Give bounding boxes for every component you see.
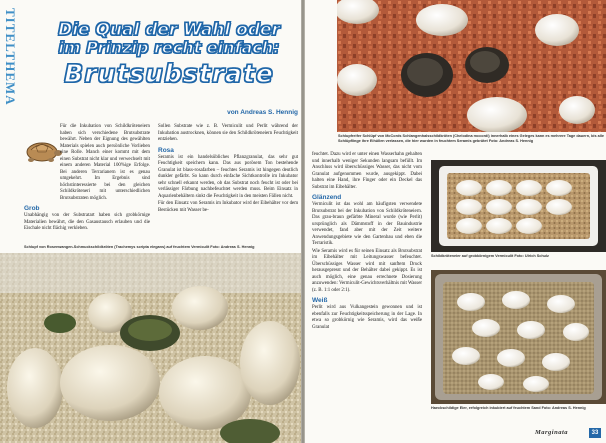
paragraph-rosa-2: Für den Einsatz von Seramis im Inkubator wird der Eibehälter vor dem Bestücken mit Wasser be- [158, 201, 298, 213]
photo-turtle-hatchlings-seramis-image [337, 0, 606, 132]
photo-eggs-vermiculit [431, 160, 606, 252]
left-page [0, 0, 301, 443]
text-column-1 [24, 124, 150, 234]
paragraph-grob: Unabhängig von der Substratart haben sich grobkörnige Materialien bewährt, die den Gasaustausch erlauben und die Eischale nicht flächig verkleben. [24, 213, 150, 231]
text-column-2 [158, 124, 298, 215]
photo-turtle-hatchlings-seramis [337, 0, 606, 132]
title-line-2: im Prinzip recht einfach: [58, 37, 280, 57]
photo-hatchling-eggs [0, 253, 301, 443]
heading-grob: Grob [24, 205, 40, 212]
page-number: 33 [589, 428, 601, 438]
caption-hatchlings: Schlupf von Rosenwangen-Schmuckschildkröten (Trachemys scripta elegans) auf feuchtem Vermiculit Foto: Andreas S. Hennig [24, 245, 255, 249]
photo-eggs-sand [431, 270, 606, 404]
heading-weiss: Weiß [312, 297, 328, 304]
author-byline: von Andreas S. Hennig [227, 109, 298, 116]
photo-hatchling-eggs-image [0, 253, 301, 443]
title-line-1: Die Qual der Wahl oder [58, 20, 280, 40]
paragraph-rosa: Seramis ist ein handelsübliches Pflanzgranulat, das sehr gut Feuchtigkeit speichern kann. Das aus porösem Ton bestehende Granulat ist blass-rosafarben – feuchtes Seramis ist hingegen deutlich dunkler gefärbt. So kann durch einfache Sichtkontrolle im Inkubator sehr schnell erkannt werden, ob das Substrat noch feucht ist oder bei verlässiger Färbung nachbefeuchtet werden muss. Beim Einsatz in Aquarienbehältern sinkt die Feuchtigkeit in den meisten Fällen nicht. [158, 154, 298, 199]
title-line-3: Brutsubstrate [64, 58, 274, 88]
text-column-3 [312, 152, 422, 332]
intro-paragraph: Für die Inkubation von Schildkröteneiern haben sich verschiedene Brutsubstrate bewährt. Neben der Eignung des gewählten Materials spielen auch persönliche Vorlieben eine Rolle. Manch einer kommt mit dem einen Substrat nicht klar und verwechselt mit einem anderen Material 100%ige Erfolge. Bei anderen Terrarianern ist es genau umgekehrt. Im Ergebnis sind höchstinteressierte bei den gleichen Schildkröteneri mit unterschiedlichen Brutsubstraten möglich. [60, 124, 150, 201]
paragraph-substrate: Sollen Substrate wie z. B. Vermiculit und Perlit während der Inkubation austrocknen, können sie den Schildkröteneiern Feuchtigkeit entziehen. [158, 124, 298, 142]
article-title [40, 22, 298, 87]
section-rubric: TITELTHEMA [3, 8, 18, 106]
paragraph-perlit: Perlit wird aus Vulkangestein gewonnen und ist ebenfalls zur Feuchtigkeitsspeicherung in der Lage. In etwa so grobkörnig wie Seramis, wird das weiße Granulat [312, 305, 422, 330]
page-footer [535, 428, 601, 439]
photo-eggs-vermiculit-image [431, 160, 606, 252]
caption-vermiculit-eggs: Schildkröteneier auf grobkörnigem Vermiculit Foto: Ulrich Schulz [431, 254, 549, 258]
paragraph-vermiculit: Vermiculit ist das wohl am häufigsten verwendete Brutsubstrat bei der Inkubation von Schildkröteneiern. Das grau-braun gefärbte Mineral wurde (wie Perlit) ursprünglich als Dämmstoff in der Bauindustrie verwendet, fand aber mit der Zeit weitere Anwendungsgebiete wie den Gartenbau und eben die Terraristik. [312, 202, 422, 246]
right-page [305, 0, 606, 443]
caption-chelodina-hatchlings: Schlupfreifer Schlüpf von McCords Schlangenhalsschildkröten (Chelodina mccordi) innerhalb eines Geleges kann es mehrere Tage dauern, bis alle Schlüpflinge ihre Eihüllen verlassen, die hier wurden in feuchtem Seramis gebrütet Foto: Andreas S. Hennig [338, 134, 604, 143]
heading-glaenzend: Glänzend [312, 194, 342, 201]
paragraph-vermiculit-2: Wie Seramis wird es für seinen Einsatz als Brutsubstrat im Eibehälter mit Leitungswasser befeuchtet. Überschüssiges Wasser wird mit sanftem Druck herausgepresst und der Behälter dabei gekippt. Es ist auch möglich, eine genau errechnete Dosierung anzuwenden: Vermiculit-Gewichtsverhältnis mit Wasser (z. B. 1:1 oder 2:1). [312, 248, 422, 293]
heading-rosa: Rosa [158, 146, 174, 154]
magazine-brand: Marginata [535, 429, 569, 436]
photo-eggs-sand-image [431, 270, 606, 404]
paragraph-seramis-wetting: feuchtet. Dazu wird er unter einen Wasserhahn gehalten und innerhalb weniger Sekunden langsam befüllt. Im Anschluss wird überschüssiges Wasser, das nicht vom Granulat aufgenommen wurde, ausgekippt. Dabei halten eine Hand, ihre Finger oder ein Deckel das Substrat im Eibehälter. [312, 152, 422, 190]
caption-sand-eggs: Haeckschildige Eier, erfolgreich inkubiert auf feuchtem Sand Foto: Andreas S. Hennig [431, 406, 586, 410]
